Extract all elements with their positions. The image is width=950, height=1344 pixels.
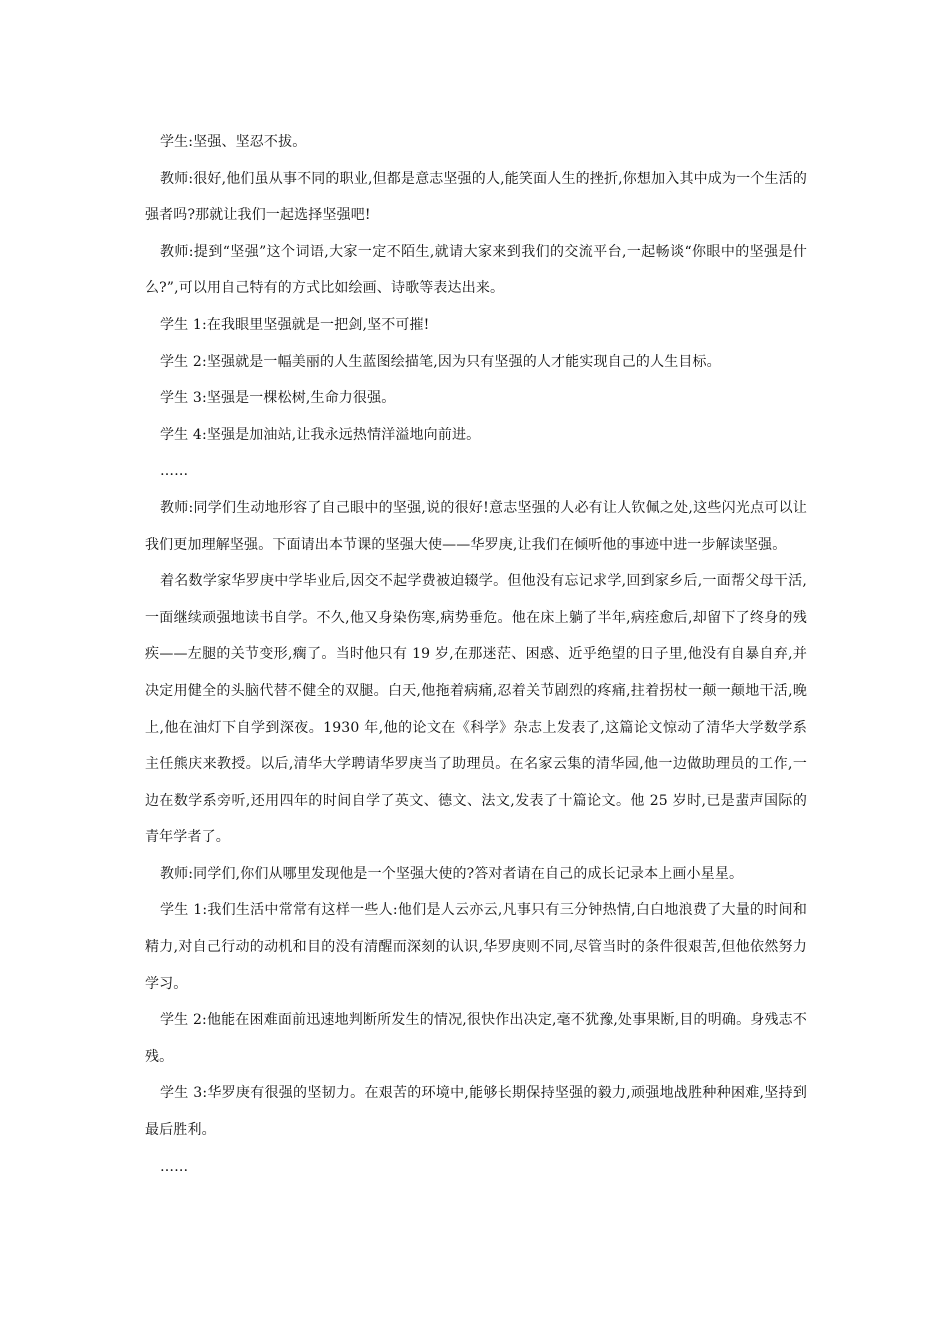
paragraph-teacher-4: 教师:同学们,你们从哪里发现他是一个坚强大使的?答对者请在自己的成长记录本上画小星星。	[160, 865, 744, 882]
paragraph-student-4: 学生 4:坚强是加油站,让我永远热情洋溢地向前进。	[160, 426, 481, 443]
paragraph-student-reply-3: 学生 3:华罗庚有很强的坚韧力。在艰苦的环境中,能够长期保持坚强的毅力,顽强地战胜种种困难,坚持到最后胜利。	[145, 1085, 807, 1139]
paragraph-teacher-3: 教师:同学们生动地形容了自己眼中的坚强,说的很好!意志坚强的人必有让人钦佩之处,这些闪光点可以让我们更加理解坚强。下面请出本节课的坚强大使——华罗庚,让我们在倾听他的事迹中进一步解读坚强。	[145, 499, 807, 553]
paragraph-student-reply-1: 学生 1:我们生活中常常有这样一些人:他们是人云亦云,凡事只有三分钟热情,白白地浪费了大量的时间和精力,对自己行动的动机和目的没有清醒而深刻的认识,华罗庚则不同,尽管当时的条件很艰苦,但他依然努力学习。	[145, 902, 807, 992]
paragraph-teacher-1: 教师:很好,他们虽从事不同的职业,但都是意志坚强的人,能笑面人生的挫折,你想加入其中成为一个生活的强者吗?那就让我们一起选择坚强吧!	[145, 170, 807, 224]
paragraph-hua-luogeng-story: 着名数学家华罗庚中学毕业后,因交不起学费被迫辍学。但他没有忘记求学,回到家乡后,一面帮父母干活,一面继续顽强地读书自学。不久,他又身染伤寒,病势垂危。他在床上躺了半年,病痊愈后,却留下了终身的残疾——左腿的关节变形,瘸了。当时他只有 19 岁,在那迷茫、困惑、近乎绝望的日子里,他没有自暴自弃,并决定用健全的头脑代替不健全的双腿。白天,他拖着病痛,忍着关节剧烈的疼痛,拄着拐杖一颠一颠地干活,晚上,他在油灯下自学到深夜。1930 年,他的论文在《科学》杂志上发表了,这篇论文惊动了清华大学数学系主任熊庆来教授。以后,清华大学聘请华罗庚当了助理员。在名家云集的清华园,他一边做助理员的工作,一边在数学系旁听,还用四年的时间自学了英文、德文、法文,发表了十篇论文。他 25 岁时,已是蜚声国际的青年学者了。	[145, 573, 807, 846]
document-body	[145, 124, 807, 1185]
paragraph-student-3: 学生 3:坚强是一棵松树,生命力很强。	[160, 390, 396, 407]
paragraph-student-2: 学生 2:坚强就是一幅美丽的人生蓝图绘描笔,因为只有坚强的人才能实现自己的人生目标。	[160, 353, 721, 370]
paragraph-student-reply-2: 学生 2:他能在困难面前迅速地判断所发生的情况,很快作出决定,毫不犹豫,处事果断,目的明确。身残志不残。	[145, 1012, 807, 1065]
paragraph-student-answer: 学生:坚强、坚忍不拔。	[160, 134, 307, 150]
paragraph-ellipsis: ……	[160, 463, 189, 480]
paragraph-student-1: 学生 1:在我眼里坚强就是一把剑,坚不可摧!	[160, 316, 430, 333]
paragraph-teacher-2: 教师:提到“坚强”这个词语,大家一定不陌生,就请大家来到我们的交流平台,一起畅谈“你眼中的坚强是什么?”,可以用自己特有的方式比如绘画、诗歌等表达出来。	[145, 243, 807, 297]
paragraph-ellipsis-end: ……	[160, 1158, 189, 1175]
